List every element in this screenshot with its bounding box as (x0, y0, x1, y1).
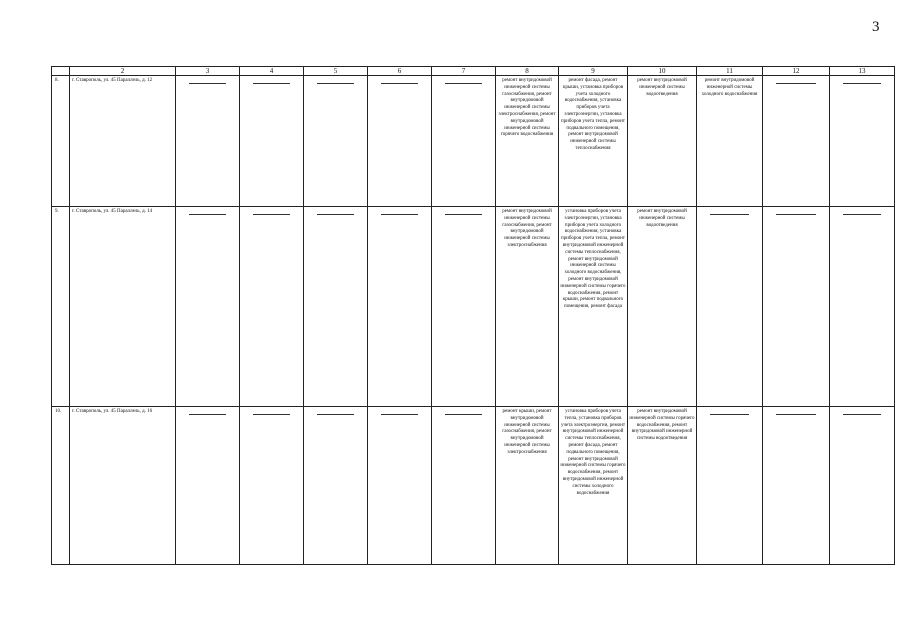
work-cell-col8: ремонт внутридомовой инженерной системы газоснабжения, ремонт внутридомовой инженерной системы электроснабжения (496, 207, 559, 407)
empty-cell (830, 76, 895, 207)
row-number: 8. (52, 76, 70, 207)
dash-mark (776, 214, 816, 215)
empty-cell (240, 207, 304, 407)
column-header: 13 (830, 67, 895, 76)
empty-cell (697, 207, 763, 407)
empty-cell (240, 76, 304, 207)
empty-cell (304, 407, 368, 565)
empty-cell (432, 407, 496, 565)
work-cell-col8: ремонт крыши, ремонт внутридомовой инженерной системы газоснабжения, ремонт внутридомовой инженерной системы электроснабжения (496, 407, 559, 565)
empty-cell (176, 76, 240, 207)
dash-mark (317, 83, 355, 84)
dash-mark (189, 83, 227, 84)
dash-mark (776, 83, 816, 84)
address-cell: г. Ставрополь, ул. 45 Параллель, д. 14 (70, 207, 176, 407)
dash-mark (843, 83, 881, 84)
dash-mark (253, 214, 291, 215)
dash-mark (710, 214, 749, 215)
work-cell-col10: ремонт внутридомовой инженерной системы водоотведения (628, 207, 697, 407)
column-header: 10 (628, 67, 697, 76)
empty-cell (368, 76, 432, 207)
work-cell-col10: ремонт внутридомовой инженерной системы горячего водоснабжения, ремонт внутридомовой инженерной системы водоотведения (628, 407, 697, 565)
empty-cell (763, 76, 830, 207)
empty-cell (763, 207, 830, 407)
dash-mark (317, 414, 355, 415)
column-header: 11 (697, 67, 763, 76)
column-header: 8 (496, 67, 559, 76)
column-header: 6 (368, 67, 432, 76)
empty-cell (432, 207, 496, 407)
empty-cell (304, 207, 368, 407)
empty-cell (176, 207, 240, 407)
empty-cell (830, 407, 895, 565)
table-row (52, 207, 895, 407)
row-number: 9. (52, 207, 70, 407)
dash-mark (253, 414, 291, 415)
column-header: 3 (176, 67, 240, 76)
page-number: 3 (872, 19, 880, 35)
dash-mark (445, 414, 483, 415)
dash-mark (710, 414, 749, 415)
dash-mark (317, 214, 355, 215)
empty-cell (432, 76, 496, 207)
column-header: 2 (70, 67, 176, 76)
table-row (52, 76, 895, 207)
column-header: 7 (432, 67, 496, 76)
empty-cell (368, 407, 432, 565)
work-cell-col9: ремонт фасада, ремонт крыши, установка приборов учета холодного водоснабжения, установка приборов учета электроэнергии, установка приборов учета тепла, ремонт подвального помещения, ремонт внутридомовой инженерной системы теплоснабжения (559, 76, 628, 207)
column-header: 4 (240, 67, 304, 76)
work-cell-col9: установка приборов учета тепла, установка приборов учета электроэнергии, ремонт внутридомовой инженерной системы теплоснабжения, ремонт фасада, ремонт подвального помещения, ремонт внутридомовой инженерной системы горячего водоснабжения, ремонт внутридомовой инженерной системы холодного водоснабжения (559, 407, 628, 565)
empty-cell (830, 207, 895, 407)
empty-cell (368, 207, 432, 407)
repair-schedule-table (51, 66, 895, 565)
dash-mark (381, 414, 419, 415)
dash-mark (776, 414, 816, 415)
work-cell-col8: ремонт внутридомовой инженерной системы газоснабжения, ремонт внутридомовой инженерной системы электроснабжения, ремонт внутридомовой инженерной системы горячего водоснабжения (496, 76, 559, 207)
dash-mark (189, 414, 227, 415)
row-number: 10. (52, 407, 70, 565)
dash-mark (843, 414, 881, 415)
column-number-header-row (52, 67, 895, 76)
work-cell-col9: установка приборов учета электроэнергии, установка приборов учета холодного водоснабжения, установка приборов учета тепла, ремонт внутридомовой инженерной системы теплоснабжения, ремонт внутридомовой инженерной системы холодного водоснабжения, ремонт внутридомовой инженерной системы горячего водоснабжения, ремонт крыши, ремонт подвального помещения, ремонт фасада (559, 207, 628, 407)
dash-mark (445, 214, 483, 215)
empty-cell (697, 407, 763, 565)
empty-cell (240, 407, 304, 565)
dash-mark (381, 83, 419, 84)
table-row (52, 407, 895, 565)
empty-cell (304, 76, 368, 207)
dash-mark (445, 83, 483, 84)
work-cell-col10: ремонт внутридомовой инженерной системы водоотведения (628, 76, 697, 207)
column-header: 9 (559, 67, 628, 76)
column-header-blank (52, 67, 70, 76)
address-cell: г. Ставрополь, ул. 45 Параллель, д. 16 (70, 407, 176, 565)
dash-mark (189, 214, 227, 215)
dash-mark (381, 214, 419, 215)
empty-cell (763, 407, 830, 565)
column-header: 5 (304, 67, 368, 76)
empty-cell (176, 407, 240, 565)
dash-mark (843, 214, 881, 215)
column-header: 12 (763, 67, 830, 76)
address-cell: г. Ставрополь, ул. 45 Параллель, д. 12 (70, 76, 176, 207)
dash-mark (253, 83, 291, 84)
work-cell-col11: ремонт внутридомовой инженерной системы холодного водоснабжения (697, 76, 763, 207)
